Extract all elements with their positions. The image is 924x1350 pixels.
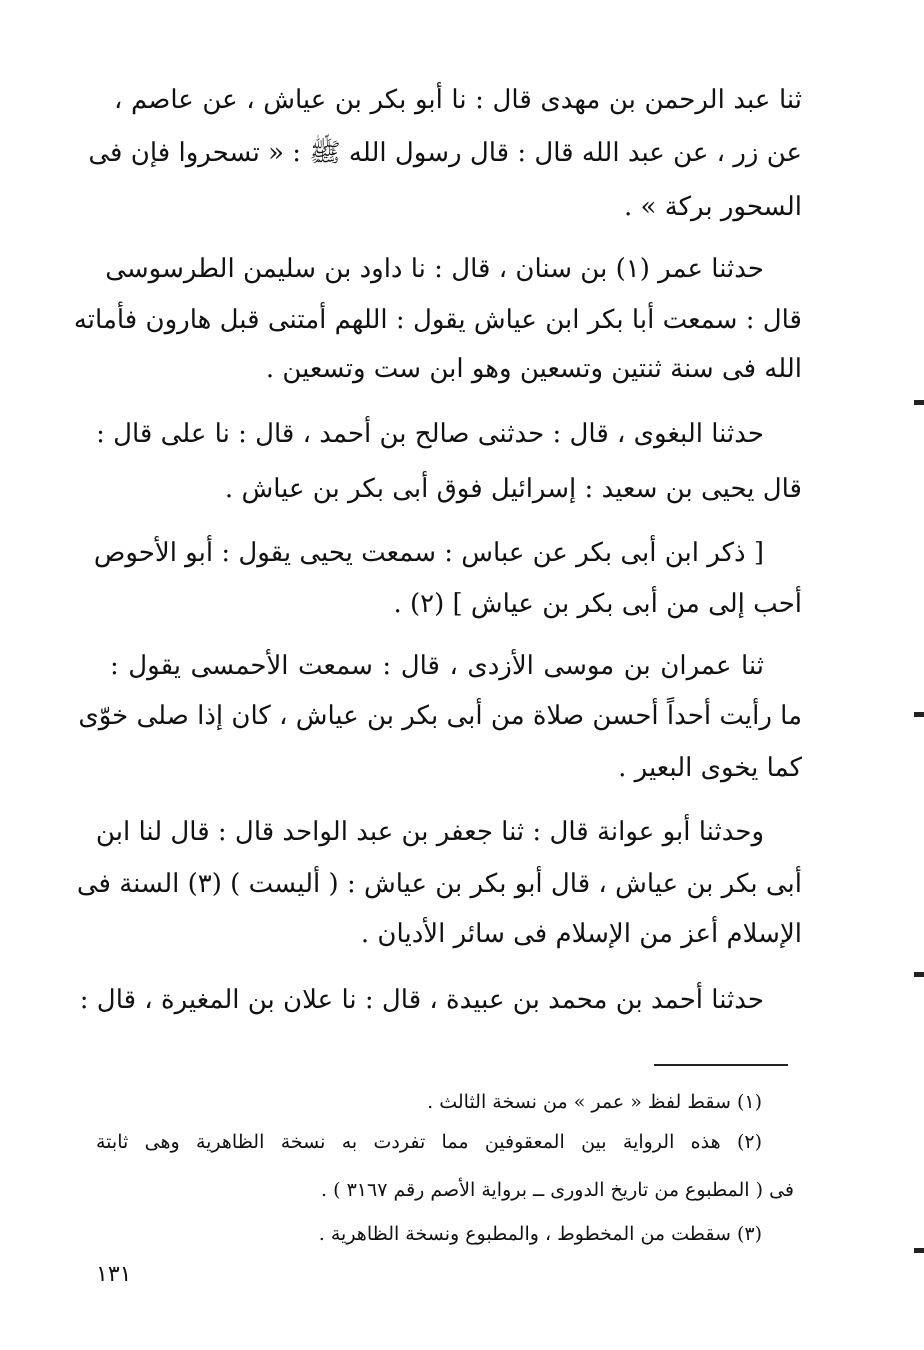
text-line: حدثنا أحمد بن محمد بن عبيدة ، قال : نا علان بن المغيرة ، قال : bbox=[79, 985, 764, 1015]
text-line: الإسلام أعز من الإسلام فى سائر الأديان . bbox=[360, 919, 802, 949]
text-line: الله فى سنة ثنتين وتسعين وهو ابن ست وتسعين . bbox=[265, 354, 802, 384]
text-line: السحور بركة » . bbox=[624, 192, 802, 222]
text-line: أحب إلى من أبى بكر بن عياش ] (٢) . bbox=[393, 589, 802, 619]
footnote-line: (١) سقط لفظ « عمر » من نسخة الثالث . bbox=[427, 1091, 762, 1113]
footnote-line: فى ( المطبوع من تاريخ الدورى ــ برواية الأصم رقم ٣١٦٧ ) . bbox=[321, 1179, 794, 1201]
text-line: ثنا عبد الرحمن بن مهدى قال : نا أبو بكر بن عياش ، عن عاصم ، bbox=[114, 85, 802, 115]
text-line: ثنا عمران بن موسى الأزدى ، قال : سمعت الأحمسى يقول : bbox=[110, 651, 764, 681]
footnote-line: (٢) هذه الرواية بين المعقوفين مما تفردت به نسخة الظاهرية وهى ثابتة bbox=[96, 1131, 762, 1153]
text-line: عن زر ، عن عبد الله قال : قال رسول الله ﷺ : « تسحروا فإن فى bbox=[88, 138, 802, 168]
scan-edge-mark bbox=[914, 400, 924, 405]
text-line: قال يحيى بن سعيد : إسرائيل فوق أبى بكر بن عياش . bbox=[224, 474, 802, 504]
text-line: [ ذكر ابن أبى بكر عن عباس : سمعت يحيى يقول : أبو الأحوص bbox=[93, 538, 764, 568]
footnote-separator bbox=[654, 1064, 788, 1066]
text-line: كما يخوى البعير . bbox=[618, 753, 802, 783]
text-line: حدثنا البغوى ، قال : حدثنى صالح بن أحمد ، قال : نا على قال : bbox=[96, 419, 764, 449]
scan-edge-mark bbox=[914, 972, 924, 977]
text-line: ما رأيت أحداً أحسن صلاة من أبى بكر بن عياش ، كان إذا صلى خوّى bbox=[78, 701, 802, 731]
page-number: ١٣١ bbox=[96, 1262, 132, 1287]
footnote-line: (٣) سقطت من المخطوط ، والمطبوع ونسخة الظاهرية . bbox=[318, 1223, 762, 1245]
text-line: قال : سمعت أبا بكر ابن عياش يقول : اللهم أمتنى قبل هارون فأماته bbox=[73, 305, 802, 335]
text-line: أبى بكر بن عياش ، قال أبو بكر بن عياش : ( أليست ) (٣) السنة فى bbox=[76, 869, 802, 899]
text-line: حدثنا عمر (١) بن سنان ، قال : نا داود بن سليمن الطرسوسى bbox=[105, 254, 764, 284]
text-line: وحدثنا أبو عوانة قال : ثنا جعفر بن عبد الواحد قال : قال لنا ابن bbox=[95, 817, 764, 847]
scan-edge-mark bbox=[914, 1248, 924, 1253]
scan-edge-mark bbox=[914, 712, 924, 717]
